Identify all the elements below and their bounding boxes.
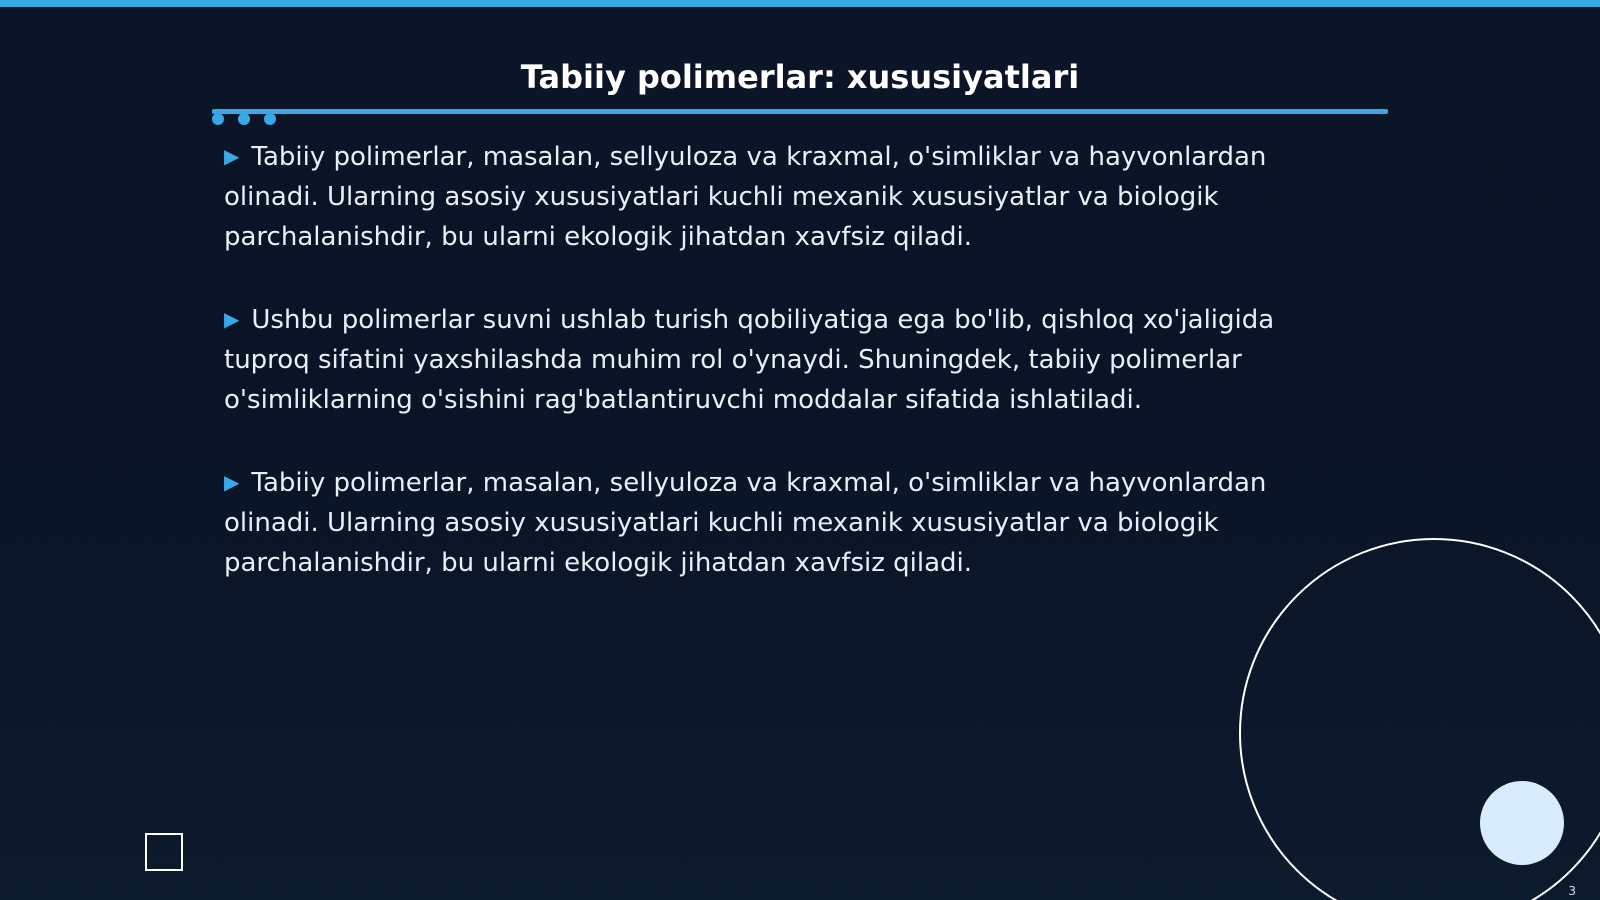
decorative-circle-filled [1480, 781, 1564, 865]
bullet-text: Tabiiy polimerlar, masalan, sellyuloza va kraxmal, o'simliklar va hayvonlardan olinadi. Ularning asosiy xususiyatlari kuchli mexanik xususiyatlar va biologik parchalanishdir, bu ularni ekologik jihatdan xavfsiz qiladi. [224, 468, 1267, 578]
bullet-text: Ushbu polimerlar suvni ushlab turish qobiliyatiga ega bo'lib, qishloq xo'jaligida tuproq sifatini yaxshilashda muhim rol o'ynaydi. Shuningdek, tabiiy polimerlar o'simliklarning o'sishini rag'batlantiruvchi moddalar sifatida ishlatiladi. [224, 305, 1275, 415]
decorative-dot [264, 113, 276, 125]
bullet-item [224, 462, 1344, 583]
bullet-item [224, 299, 1344, 420]
play-arrow-icon: ▶ [224, 307, 240, 331]
title-underline [212, 109, 1388, 114]
decorative-dot [212, 113, 224, 125]
top-accent-bar [0, 0, 1600, 7]
bullet-item [224, 136, 1344, 257]
bullet-list [224, 136, 1344, 625]
play-arrow-icon: ▶ [224, 470, 240, 494]
decorative-square-outline [145, 833, 183, 871]
bullet-text: Tabiiy polimerlar, masalan, sellyuloza va kraxmal, o'simliklar va hayvonlardan olinadi. Ularning asosiy xususiyatlari kuchli mexanik xususiyatlar va biologik parchalanishdir, bu ularni ekologik jihatdan xavfsiz qiladi. [224, 142, 1267, 252]
decorative-dot [238, 113, 250, 125]
play-arrow-icon: ▶ [224, 144, 240, 168]
slide-title: Tabiiy polimerlar: xususiyatlari [520, 58, 1080, 96]
page-number: 3 [1568, 884, 1576, 898]
